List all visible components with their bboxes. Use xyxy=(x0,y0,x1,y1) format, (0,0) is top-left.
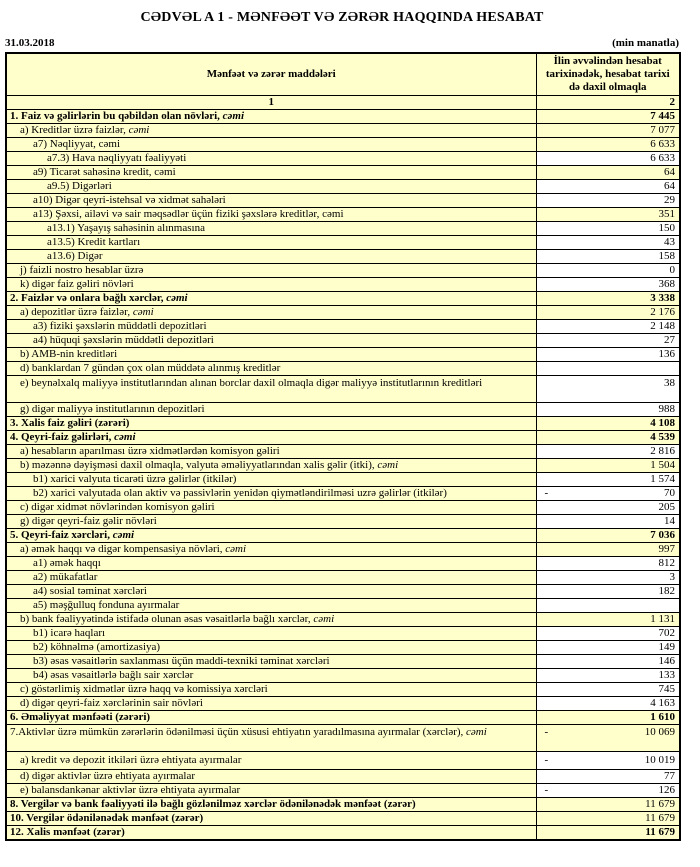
row-value-cell xyxy=(536,571,680,585)
row-value: 2 148 xyxy=(650,320,675,332)
row-label: 7.Aktivlər üzrə mümkün zərərlərin ödənilməsi üçün xüsusi ehtiyatın yaradılmasına ayırmalar (xərclər), cəmi xyxy=(6,725,536,752)
row-value: 702 xyxy=(658,627,675,639)
row-value: 745 xyxy=(658,683,675,695)
row-value-cell xyxy=(536,473,680,487)
row-value: 812 xyxy=(658,557,675,569)
negative-marker: - xyxy=(544,487,549,499)
row-value-cell xyxy=(536,812,680,826)
row-value-cell xyxy=(536,529,680,543)
row-value-cell xyxy=(536,459,680,473)
table-row xyxy=(6,752,680,770)
row-value: 10 069 xyxy=(644,726,675,738)
row-label: e) beynəlxalq maliyyə institutlarından alınan borclar daxil olmaqla digər maliyyə institutlarının kreditləri xyxy=(6,376,536,403)
row-label: a4) hüquqi şəxslərin müddətli depozitləri xyxy=(6,334,536,348)
row-value: 29 xyxy=(664,194,675,206)
row-label: d) banklardan 7 gündən çox olan müddətə alınmış kreditlər xyxy=(6,362,536,376)
row-value-cell xyxy=(536,627,680,641)
table-row xyxy=(6,445,680,459)
row-value: 997 xyxy=(658,543,675,555)
table-row xyxy=(6,812,680,826)
unit-label: (min manatla) xyxy=(612,37,679,49)
row-value: 1 504 xyxy=(650,459,675,471)
table-row xyxy=(6,725,680,752)
table-row xyxy=(6,222,680,236)
row-label: a) Kreditlər üzrə faizlər, cəmi xyxy=(6,124,536,138)
row-value: 146 xyxy=(658,655,675,667)
row-value: 11 679 xyxy=(645,798,675,810)
row-label: a2) mükafatlar xyxy=(6,571,536,585)
row-label: c) digər xidmət növlərindən komisyon gəliri xyxy=(6,501,536,515)
table-row xyxy=(6,655,680,669)
total-keyword-italic: cəmi xyxy=(166,292,188,304)
row-value-cell xyxy=(536,770,680,784)
table-row xyxy=(6,208,680,222)
header-row xyxy=(6,53,680,96)
table-row xyxy=(6,403,680,417)
row-label: b4) əsas vəsaitlərlə bağlı sair xərclər xyxy=(6,669,536,683)
row-value: 351 xyxy=(658,208,675,220)
row-label: 3. Xalis faiz gəliri (zərəri) xyxy=(6,417,536,431)
total-keyword-italic: cəmi xyxy=(114,431,136,443)
table-row xyxy=(6,697,680,711)
row-value: 126 xyxy=(658,784,675,796)
table-row xyxy=(6,557,680,571)
row-value: 2 176 xyxy=(650,306,675,318)
row-label: b) məzənnə dəyişməsi daxil olmaqla, valyuta əməliyyatlarından xalis gəlir (itki), cəmi xyxy=(6,459,536,473)
table-row xyxy=(6,711,680,725)
row-value: 368 xyxy=(658,278,675,290)
col1-index: 1 xyxy=(6,96,536,110)
row-label: k) digər faiz gəliri növləri xyxy=(6,278,536,292)
row-value-cell xyxy=(536,599,680,613)
row-value-cell xyxy=(536,557,680,571)
table-row xyxy=(6,236,680,250)
row-value: 1 610 xyxy=(650,711,675,723)
row-value: 205 xyxy=(658,501,675,513)
table-row xyxy=(6,431,680,445)
table-row xyxy=(6,770,680,784)
row-value-cell xyxy=(536,306,680,320)
meta-row xyxy=(5,37,679,49)
row-value-cell xyxy=(536,752,680,770)
row-label: a) hesabların aparılması üzrə xidmətlərdən komisyon gəliri xyxy=(6,445,536,459)
table-row xyxy=(6,166,680,180)
table-row xyxy=(6,515,680,529)
row-value-cell xyxy=(536,613,680,627)
table-body xyxy=(6,110,680,841)
row-value: 14 xyxy=(664,515,675,527)
row-value-cell xyxy=(536,445,680,459)
table-row xyxy=(6,627,680,641)
table-row xyxy=(6,501,680,515)
row-value-cell xyxy=(536,222,680,236)
row-value-cell xyxy=(536,348,680,362)
row-value: 11 679 xyxy=(645,812,675,824)
table-row xyxy=(6,320,680,334)
row-value-cell xyxy=(536,124,680,138)
row-value: 1 131 xyxy=(650,613,675,625)
table-row xyxy=(6,826,680,841)
row-value-cell xyxy=(536,334,680,348)
row-label: a9.5) Digərləri xyxy=(6,180,536,194)
row-value-cell xyxy=(536,669,680,683)
row-label: g) digər maliyyə institutlarının depozitləri xyxy=(6,403,536,417)
row-value: 70 xyxy=(664,487,675,499)
row-value: 2 816 xyxy=(650,445,675,457)
row-value-cell xyxy=(536,515,680,529)
table-row xyxy=(6,124,680,138)
table-row xyxy=(6,459,680,473)
row-label: a3) fiziki şəxslərin müddətli depozitləri xyxy=(6,320,536,334)
row-label: a) kredit və depozit itkiləri üzrə ehtiyata ayırmalar xyxy=(6,752,536,770)
negative-marker: - xyxy=(544,784,549,796)
table-row xyxy=(6,362,680,376)
table-row xyxy=(6,292,680,306)
items-column-header: Mənfəət və zərər maddələri xyxy=(6,53,536,96)
total-keyword-italic: cəmi xyxy=(466,726,487,738)
row-value: 43 xyxy=(664,236,675,248)
row-value: 158 xyxy=(658,250,675,262)
total-keyword-italic: cəmi xyxy=(377,459,399,471)
row-label: b1) icarə haqları xyxy=(6,627,536,641)
value-column-header: İlin əvvəlindən hesabat tarixinədək, hesabat tarixi də daxil olmaqla xyxy=(536,53,680,96)
row-value: 7 036 xyxy=(650,529,675,541)
row-label: c) göstərlimiş xidmətlər üzrə haqq və komissiya xərcləri xyxy=(6,683,536,697)
row-value: 988 xyxy=(658,403,675,415)
row-label: b) AMB-nin kreditləri xyxy=(6,348,536,362)
negative-marker: - xyxy=(544,754,549,766)
row-value-cell xyxy=(536,697,680,711)
row-value-cell xyxy=(536,152,680,166)
row-value: 133 xyxy=(658,669,675,681)
page-title: CƏDVƏL A 1 - MƏNFƏƏT VƏ ZƏRƏR HAQQINDA HESABAT xyxy=(140,10,544,25)
table-row xyxy=(6,599,680,613)
table-row xyxy=(6,487,680,501)
total-keyword-italic: cəmi xyxy=(112,529,135,541)
table-row xyxy=(6,264,680,278)
row-label: b) bank fəaliyyətində istifadə olunan əsas vəsaitlərlə bağlı xərclər, cəmi xyxy=(6,613,536,627)
table-row xyxy=(6,376,680,403)
row-value-cell xyxy=(536,826,680,841)
row-label: a4) sosial təminat xərcləri xyxy=(6,585,536,599)
row-label: a13) Şəxsi, ailəvi və sair məqsədlər üçün fiziki şəxslərə kreditlər, cəmi xyxy=(6,208,536,222)
row-value-cell xyxy=(536,784,680,798)
row-label: 5. Qeyri-faiz xərcləri, cəmi xyxy=(6,529,536,543)
table-row xyxy=(6,110,680,124)
table-row xyxy=(6,683,680,697)
row-label: d) digər qeyri-faiz xərclərinin sair növləri xyxy=(6,697,536,711)
row-label: a1) əmək haqqı xyxy=(6,557,536,571)
total-keyword-italic: cəmi xyxy=(225,543,247,555)
row-value: 6 633 xyxy=(650,138,675,150)
negative-marker: - xyxy=(544,726,549,738)
row-label: a10) Digər qeyri-istehsal və xidmət sahələri xyxy=(6,194,536,208)
row-value-cell xyxy=(536,487,680,501)
row-label: 10. Vergilər ödənilənədək mənfəət (zərər) xyxy=(6,812,536,826)
row-label: 2. Faizlər və onlara bağlı xərclər, cəmi xyxy=(6,292,536,306)
row-label: j) faizli nostro hesablar üzrə xyxy=(6,264,536,278)
table-row xyxy=(6,798,680,812)
row-value: 149 xyxy=(658,641,675,653)
row-value-cell xyxy=(536,376,680,403)
table-row xyxy=(6,306,680,320)
row-value-cell xyxy=(536,278,680,292)
row-value: 4 108 xyxy=(650,417,675,429)
row-value-cell xyxy=(536,543,680,557)
row-label: d) digər aktivlər üzrə ehtiyata ayırmalar xyxy=(6,770,536,784)
row-value: 3 338 xyxy=(650,292,675,304)
table-row xyxy=(6,334,680,348)
row-value-cell xyxy=(536,264,680,278)
table-row xyxy=(6,278,680,292)
row-value: 6 633 xyxy=(650,152,675,164)
row-value-cell xyxy=(536,501,680,515)
row-value: 38 xyxy=(664,377,675,389)
row-value-cell xyxy=(536,725,680,752)
total-keyword-italic: cəmi xyxy=(132,306,154,318)
row-value-cell xyxy=(536,585,680,599)
row-value-cell xyxy=(536,641,680,655)
row-label: 4. Qeyri-faiz gəlirləri, cəmi xyxy=(6,431,536,445)
row-value-cell xyxy=(536,431,680,445)
row-value-cell xyxy=(536,403,680,417)
row-value-cell xyxy=(536,711,680,725)
report-date: 31.03.2018 xyxy=(5,37,55,49)
row-label: 12. Xalis mənfəət (zərər) xyxy=(6,826,536,841)
table-row xyxy=(6,348,680,362)
row-label: a13.6) Digər xyxy=(6,250,536,264)
table-row xyxy=(6,152,680,166)
row-label: a5) məşğulluq fonduna ayırmalar xyxy=(6,599,536,613)
row-value: 4 539 xyxy=(650,431,675,443)
row-value: 7 445 xyxy=(650,110,675,122)
row-label: 1. Faiz və gəlirlərin bu qəbildən olan növləri, cəmi xyxy=(6,110,536,124)
row-value-cell xyxy=(536,208,680,222)
row-label: a7) Nəqliyyat, cəmi xyxy=(6,138,536,152)
table-row xyxy=(6,473,680,487)
row-value-cell xyxy=(536,362,680,376)
table-row xyxy=(6,543,680,557)
row-value-cell xyxy=(536,110,680,124)
row-value-cell xyxy=(536,236,680,250)
row-value-cell xyxy=(536,683,680,697)
total-keyword-italic: cəmi xyxy=(222,110,245,122)
row-label: a) depozitlər üzrə faizlər, cəmi xyxy=(6,306,536,320)
row-label: a) əmək haqqı və digər kompensasiya növləri, cəmi xyxy=(6,543,536,557)
row-label: b1) xarici valyuta ticarəti üzrə gəlirlər (itkilər) xyxy=(6,473,536,487)
row-value: 150 xyxy=(658,222,675,234)
row-value-cell xyxy=(536,138,680,152)
row-label: a13.1) Yaşayış sahəsinin alınmasına xyxy=(6,222,536,236)
total-keyword-italic: cəmi xyxy=(313,613,335,625)
row-label: e) balansdankənar aktivlər üzrə ehtiyata ayırmalar xyxy=(6,784,536,798)
row-label: a7.3) Hava nəqliyyatı fəaliyyəti xyxy=(6,152,536,166)
column-index-row xyxy=(6,96,680,110)
row-value: 27 xyxy=(664,334,675,346)
table-row xyxy=(6,571,680,585)
row-value: 0 xyxy=(669,264,675,276)
row-value: 3 xyxy=(669,571,675,583)
row-value: 182 xyxy=(658,585,675,597)
table-row xyxy=(6,194,680,208)
row-value: 4 163 xyxy=(650,697,675,709)
table-row xyxy=(6,669,680,683)
row-label: 8. Vergilər və bank fəaliyyəti ilə bağlı gözlənilməz xərclər ödənilənədək mənfəət (zərər) xyxy=(6,798,536,812)
row-value-cell xyxy=(536,292,680,306)
row-label: g) digər qeyri-faiz gəlir növləri xyxy=(6,515,536,529)
table-row xyxy=(6,529,680,543)
profit-loss-table xyxy=(5,52,681,841)
table-row xyxy=(6,180,680,194)
table-row xyxy=(6,585,680,599)
row-label: b3) əsas vəsaitlərin saxlanması üçün maddi-texniki təminat xərcləri xyxy=(6,655,536,669)
row-value-cell xyxy=(536,655,680,669)
row-value-cell xyxy=(536,180,680,194)
table-row xyxy=(6,641,680,655)
col2-index: 2 xyxy=(536,96,680,110)
table-row xyxy=(6,417,680,431)
row-value-cell xyxy=(536,798,680,812)
row-value: 77 xyxy=(664,770,675,782)
row-label: a9) Ticarət sahəsinə kredit, cəmi xyxy=(6,166,536,180)
table-row xyxy=(6,138,680,152)
row-label: b2) köhnəlmə (amortizasiya) xyxy=(6,641,536,655)
row-label: b2) xarici valyutada olan aktiv və passivlərin yenidən qiymətləndirilməsi uzrə gəlirlər (itkilər) xyxy=(6,487,536,501)
row-value: 64 xyxy=(664,180,675,192)
row-value: 136 xyxy=(658,348,675,360)
row-value: 1 574 xyxy=(650,473,675,485)
row-value: 7 077 xyxy=(650,124,675,136)
row-value-cell xyxy=(536,250,680,264)
row-label: 6. Əməliyyat mənfəəti (zərəri) xyxy=(6,711,536,725)
row-value: 64 xyxy=(664,166,675,178)
row-label: a13.5) Kredit kartları xyxy=(6,236,536,250)
total-keyword-italic: cəmi xyxy=(128,124,150,136)
table-row xyxy=(6,613,680,627)
row-value-cell xyxy=(536,320,680,334)
row-value-cell xyxy=(536,166,680,180)
row-value-cell xyxy=(536,194,680,208)
table-row xyxy=(6,250,680,264)
table-row xyxy=(6,784,680,798)
row-value-cell xyxy=(536,417,680,431)
row-value: 10 019 xyxy=(644,754,675,766)
row-value: 11 679 xyxy=(645,826,675,838)
